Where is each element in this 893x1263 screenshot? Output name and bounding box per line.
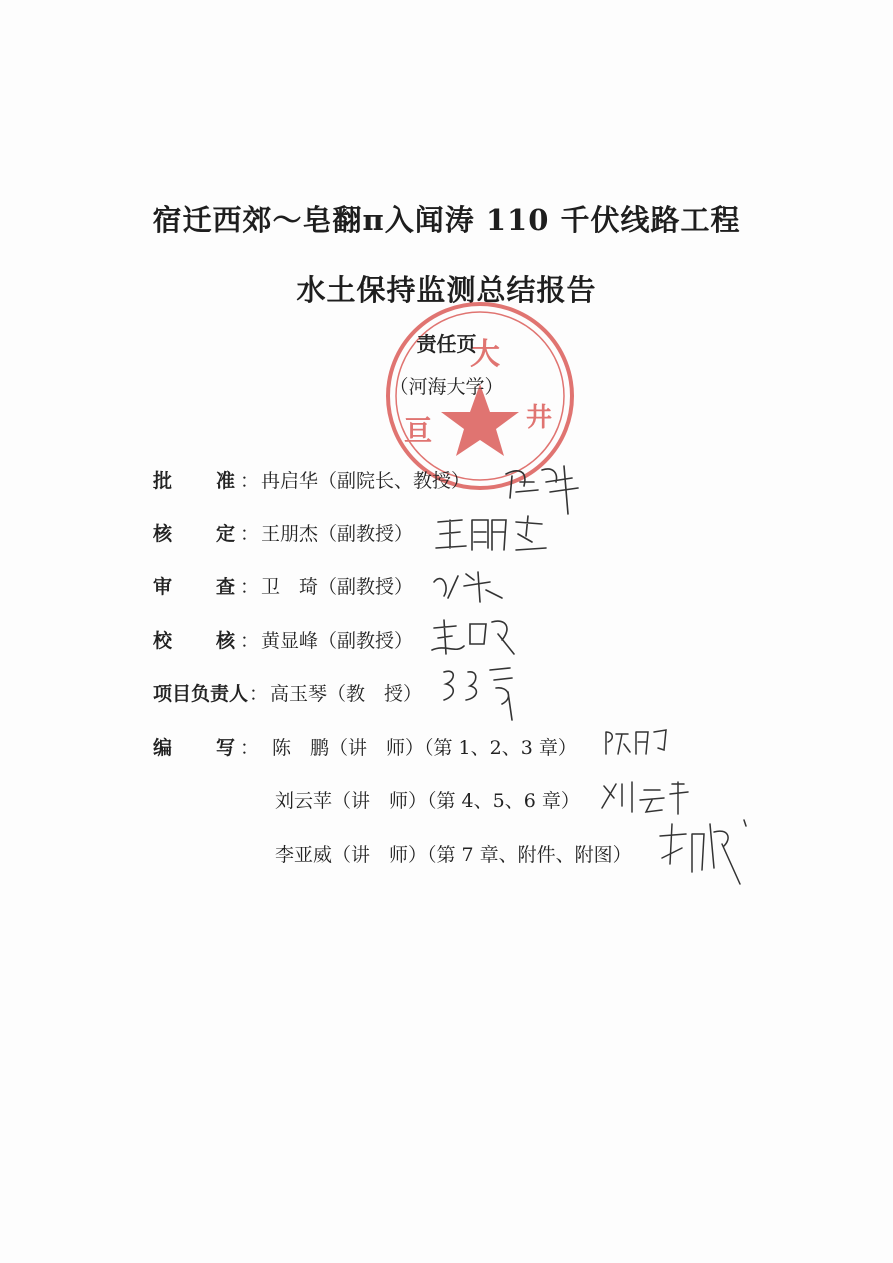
role-colon: ： [240, 737, 260, 759]
writer-entry: 刘云苹（讲 师）（第 4、5、6 章） [275, 790, 580, 812]
role-label-char: 编 [153, 737, 173, 759]
role-label: 项目负责人 [153, 683, 249, 705]
role-label-char: 查 [216, 576, 236, 598]
role-label-char: 批 [153, 470, 173, 492]
role-colon: ： [240, 470, 260, 492]
role-colon: ： [240, 576, 260, 598]
organization-name: （河海大学） [389, 376, 504, 398]
seal-char-1: 大 [470, 337, 500, 372]
role-label-char: 校 [153, 630, 173, 652]
role-label-char: 核 [153, 523, 173, 545]
signature-writer-2 [598, 778, 690, 818]
writer-entry: 李亚威（讲 师）（第 7 章、附件、附图） [275, 844, 632, 866]
role-label-char: 写 [216, 737, 236, 759]
project-lead-entry: 高玉琴（教 授） [270, 683, 423, 705]
role-label-char: 核 [216, 630, 236, 652]
signature-reviewer [428, 566, 508, 606]
seal-char-2: 亘 [404, 414, 433, 447]
approver-entry: 冉启华（副院长、教授） [261, 470, 471, 492]
verifier-entry: 王朋杰（副教授） [261, 523, 414, 545]
role-label-char: 定 [216, 523, 236, 545]
role-label-char: 准 [216, 470, 236, 492]
signature-project-lead [438, 662, 528, 726]
signature-writer-3 [652, 814, 752, 890]
writer-entry: 陈 鹏（讲 师）（第 1、2、3 章） [272, 737, 577, 759]
signature-approver [498, 452, 598, 518]
role-colon: ： [240, 630, 260, 652]
title-line-2: 水土保持监测总结报告 [296, 273, 597, 307]
title-line-1: 宿迁西郊～皂翻π入闻涛 110 千伏线路工程 [152, 203, 741, 237]
seal-char-3: 井 [526, 403, 553, 433]
role-label-char: 审 [153, 576, 173, 598]
role-colon: ： [240, 523, 260, 545]
signature-writer-1 [602, 726, 672, 760]
reviewer-entry: 卫 琦（副教授） [261, 576, 414, 598]
proofreader-entry: 黄显峰（副教授） [261, 630, 414, 652]
signature-verifier [432, 512, 550, 556]
responsibility-page-label: 责任页 [416, 332, 477, 356]
role-colon: ： [249, 683, 269, 705]
signature-proofreader [428, 614, 524, 662]
